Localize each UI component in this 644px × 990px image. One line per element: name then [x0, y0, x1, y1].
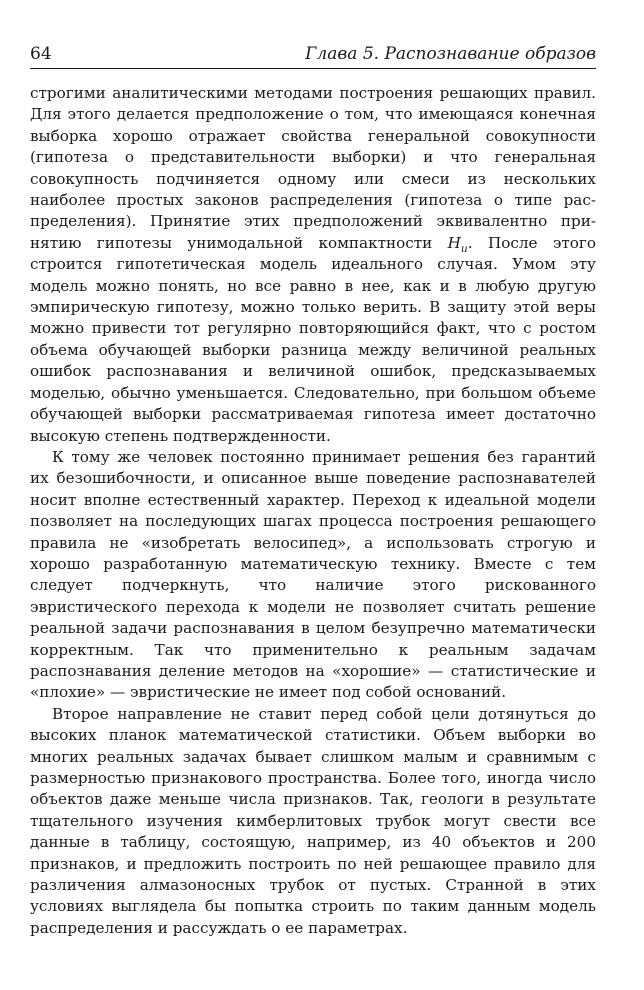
chapter-title: Глава 5. Распознавание образов — [305, 44, 596, 64]
paragraph: К тому же человек постоянно принимает решения без гарантий их безошибочности, и описанное выше поведение распознавателей носит вполне естественный характер. Переход к идеальной модели позволяет на последующих шагах процесса построения решающего правила не «изобретать велосипед», а использовать строгую и хорошо разработанную математическую технику. Вместе с тем следует подчеркнуть, что наличие этого рискованного эвристического перехода к модели не позволяет считать решение реальной задачи распознавания в целом безупречно математически корректным. Так что применительно к реальным задачам распознавания деление методов на «хорошие» — статистические и «плохие» — эвристические не имеет под собой оснований. — [30, 447, 596, 702]
body-text — [30, 83, 596, 939]
math-subscript: u — [460, 241, 468, 255]
math-letter: H — [447, 233, 461, 252]
running-head — [30, 44, 596, 69]
page-number: 64 — [30, 44, 52, 64]
paragraph-text: строгими аналитическими методами построения решающих правил. Для этого делается предположение о том, что имеющаяся конечная выборка хорошо отражает свойства генеральной совокупности (гипотеза о представительности выборки) и что генеральная совокупность подчиняется одному или смеси из нескольких наиболее простых законов распределения (гипотеза о типе распределения). Принятие этих предположений эквивалентно принятию гипотезы унимодальной компактности — [30, 84, 596, 252]
book-page — [30, 44, 596, 939]
math-symbol-h — [447, 233, 468, 255]
paragraph-continued — [30, 83, 596, 447]
paragraph-text: . После этого строится гипотетическая модель идеального случая. Умом эту модель можно понять, но все равно в нее, как и в любую другую эмпирическую гипотезу, можно только верить. В защиту этой веры можно привести тот регулярно повторяющийся факт, что с ростом объема обучающей выборки разница между величиной реальных ошибок распознавания и величиной ошибок, предсказываемых моделью, обычно уменьшается. Следовательно, при большом объеме обучающей выборки рассматриваемая гипотеза имеет достаточно высокую степень подтвержденности. — [30, 233, 596, 445]
paragraph: Второе направление не ставит перед собой цели дотянуться до высоких планок математической статистики. Объем выборки во многих реальных задачах бывает слишком малым и сравнимым с размерностью признакового пространства. Более того, иногда число объектов даже меньше числа признаков. Так, геологи в результате тщательного изучения кимберлитовых трубок могут свести все данные в таблицу, состоящую, например, из 40 объектов и 200 признаков, и предложить построить по ней решающее правило для различения алмазоносных трубок от пустых. Странной в этих условиях выглядела бы попытка строить по таким данным модель распределения и рассуждать о ее параметрах. — [30, 704, 596, 937]
